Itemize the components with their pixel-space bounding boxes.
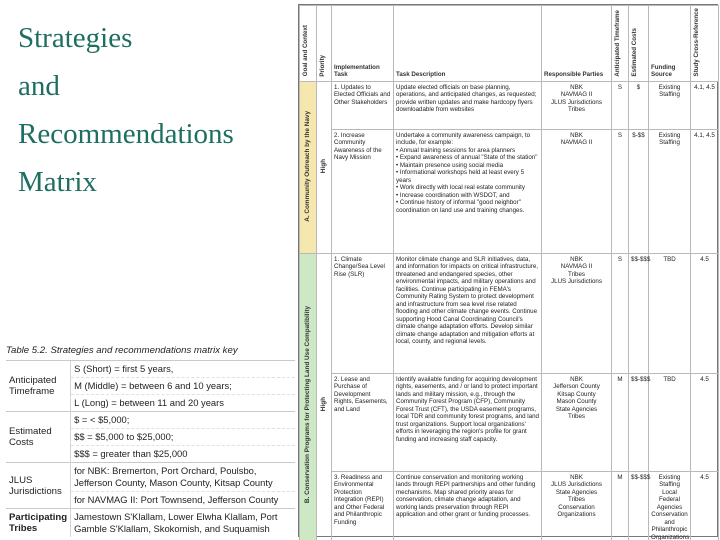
key-table-grid <box>6 360 295 537</box>
key-label: JLUS Jurisdictions <box>6 463 71 509</box>
cost-cell: $$-$$$ <box>629 373 649 471</box>
title-line: Recommendations <box>18 118 234 150</box>
key-value: $ = < $5,000; <box>71 412 295 429</box>
matrix-table <box>299 5 719 540</box>
cost-cell: $$-$$$ <box>629 253 649 373</box>
timeframe-cell: S <box>612 129 629 253</box>
priority-cell: High <box>317 253 332 540</box>
title-line: and <box>18 70 60 102</box>
header-priority: Priority <box>317 6 332 82</box>
key-value: for NBK: Bremerton, Port Orchard, Poulsbo, Jefferson County, Mason County, Kitsap County <box>71 463 295 492</box>
task-cell: 3. Readiness and Environmental Protection Integration (REPI) and Other Federal and Philanthropic Funding <box>332 471 394 540</box>
parties-cell: NBK NAVMAG II JLUS Jurisdictions Tribes <box>542 81 612 129</box>
timeframe-cell: S <box>612 253 629 373</box>
title-line: Matrix <box>18 166 97 198</box>
task-cell: 2. Lease and Purchase of Development Rights, Easements, and Land <box>332 373 394 471</box>
cost-cell: $-$$ <box>629 129 649 253</box>
ref-cell: 4.1, 4.5 <box>691 129 719 253</box>
key-label: Estimated Costs <box>6 412 71 463</box>
timeframe-cell: M <box>612 373 629 471</box>
title-line: Strategies <box>18 22 133 54</box>
priority-cell: High <box>317 81 332 253</box>
desc-cell: Update elected officials on base planning, operations, and anticipated changes, as requested; provide written updates and make hardcopy flyers downloadable from websites <box>394 81 542 129</box>
task-cell: 2. Increase Community Awareness of the Navy Mission <box>332 129 394 253</box>
ref-cell: 4.5 <box>691 373 719 471</box>
task-cell: 1. Updates to Elected Officials and Other Stakeholders <box>332 81 394 129</box>
desc-cell: Continue conservation and monitoring working lands through REPI partnerships and other funding mechanisms. Map shared priority areas for conservation, climate change adaptation, and working lands preservation through REPI application and other grant or funding processes. <box>394 471 542 540</box>
key-value: $$$ = greater than $25,000 <box>71 446 295 463</box>
ref-cell: 4.1, 4.5 <box>691 81 719 129</box>
table-row <box>300 373 719 471</box>
funding-cell: Existing Staffing Local Federal Agencies Conservation and Philanthropic Organizations <box>649 471 691 540</box>
header-goal: Goal and Context <box>300 6 317 82</box>
desc-cell: Monitor climate change and SLR initiatives, data, and information for impacts on critical infrastructure, threatened and endangered species, other environmental impacts, and military operations and facilities. Continue participating in FEMA's Community Rating System to protect development and infrastructure from sea level rise related flooding and other climate change events. Continue supporting Hood Canal Coordinating Council's climate change adaptation efforts. Develop similar climate change adaptation and mitigation efforts at local, county, and regional levels. <box>394 253 542 373</box>
timeframe-cell: S <box>612 81 629 129</box>
header-funding: Funding Source <box>649 6 691 82</box>
ref-cell: 4.5 <box>691 253 719 373</box>
table-row <box>300 471 719 540</box>
strategies-matrix <box>298 4 718 540</box>
key-value: L (Long) = between 11 and 20 years <box>71 395 295 412</box>
task-cell: 1. Climate Change/Sea Level Rise (SLR) <box>332 253 394 373</box>
ref-cell: 4.5 <box>691 471 719 540</box>
timeframe-cell: M <box>612 471 629 540</box>
parties-cell: NBK NAVMAG II Tribes JLUS Jurisdictions <box>542 253 612 373</box>
header-ref: Study Cross-Reference <box>691 6 719 82</box>
key-table-caption: Table 5.2. Strategies and recommendations matrix key <box>6 345 238 356</box>
key-value: M (Middle) = between 6 and 10 years; <box>71 378 295 395</box>
key-value: $$ = $5,000 to $25,000; <box>71 429 295 446</box>
slide-title <box>18 14 288 206</box>
table-row <box>300 129 719 253</box>
key-value: S (Short) = first 5 years, <box>71 361 295 378</box>
parties-cell: NBK Jefferson County Kitsap County Mason County State Agencies Tribes <box>542 373 612 471</box>
parties-cell: NBK JLUS Jurisdictions State Agencies Tribes Conservation Organizations <box>542 471 612 540</box>
matrix-header-row <box>300 6 719 82</box>
desc-cell: Undertake a community awareness campaign, to include, for example: • Annual training sessions for area planners • Expand awareness of annual "State of the station" • Maintain presence using social media • Informational workshops held at least every 5 years • Work directly with local real estate community • Increase coordination with WSDOT, and • Continue history of informal "good neighbor" coordination on land use and training changes. <box>394 129 542 253</box>
goal-b-cell: B. Conservation Programs for Protecting Land Use Compatibility <box>300 253 317 540</box>
key-label: Participating Tribes <box>6 509 71 538</box>
desc-cell: Identify available funding for acquiring development rights, easements, and / or land to protect important lands and military mission, e.g., through the Community Forest Program (CFP), Community Forest Trust (CFT), the USDA easement programs, local TDR and community forest programs, and land trust organizations. Support local organizations' efforts in leveraging the region's profile for grant funding and increasing staff capacity. <box>394 373 542 471</box>
cost-cell: $$-$$$ <box>629 471 649 540</box>
header-cost: Estimated Costs <box>629 6 649 82</box>
funding-cell: TBD <box>649 373 691 471</box>
funding-cell: Existing Staffing <box>649 129 691 253</box>
key-value: Jamestown S'Klallam, Lower Elwha Klallam, Port Gamble S'Klallam, Skokomish, and Suquamish <box>71 509 295 538</box>
header-desc: Task Description <box>394 6 542 82</box>
header-parties: Responsible Parties <box>542 6 612 82</box>
key-label: Anticipated Timeframe <box>6 361 71 412</box>
key-value: for NAVMAG II: Port Townsend, Jefferson County <box>71 492 295 509</box>
header-task: Implementation Task <box>332 6 394 82</box>
funding-cell: Existing Staffing <box>649 81 691 129</box>
goal-a-cell: A. Community Outreach by the Navy <box>300 81 317 253</box>
funding-cell: TBD <box>649 253 691 373</box>
cost-cell: $ <box>629 81 649 129</box>
header-timeframe: Anticipated Timeframe <box>612 6 629 82</box>
table-row <box>300 81 719 129</box>
key-table <box>6 345 295 537</box>
table-row <box>300 253 719 373</box>
parties-cell: NBK NAVMAG II <box>542 129 612 253</box>
desc-bullet-list: • Annual training sessions for area planners • Expand awareness of annual "State of the station" • Maintain presence using social media • Informational workshops held at least every 5 years • Work directly with local real estate community • Increase coordination with WSDOT, and • Continue history of informal "good neighbor" coordination on land use and training changes. <box>396 147 539 215</box>
